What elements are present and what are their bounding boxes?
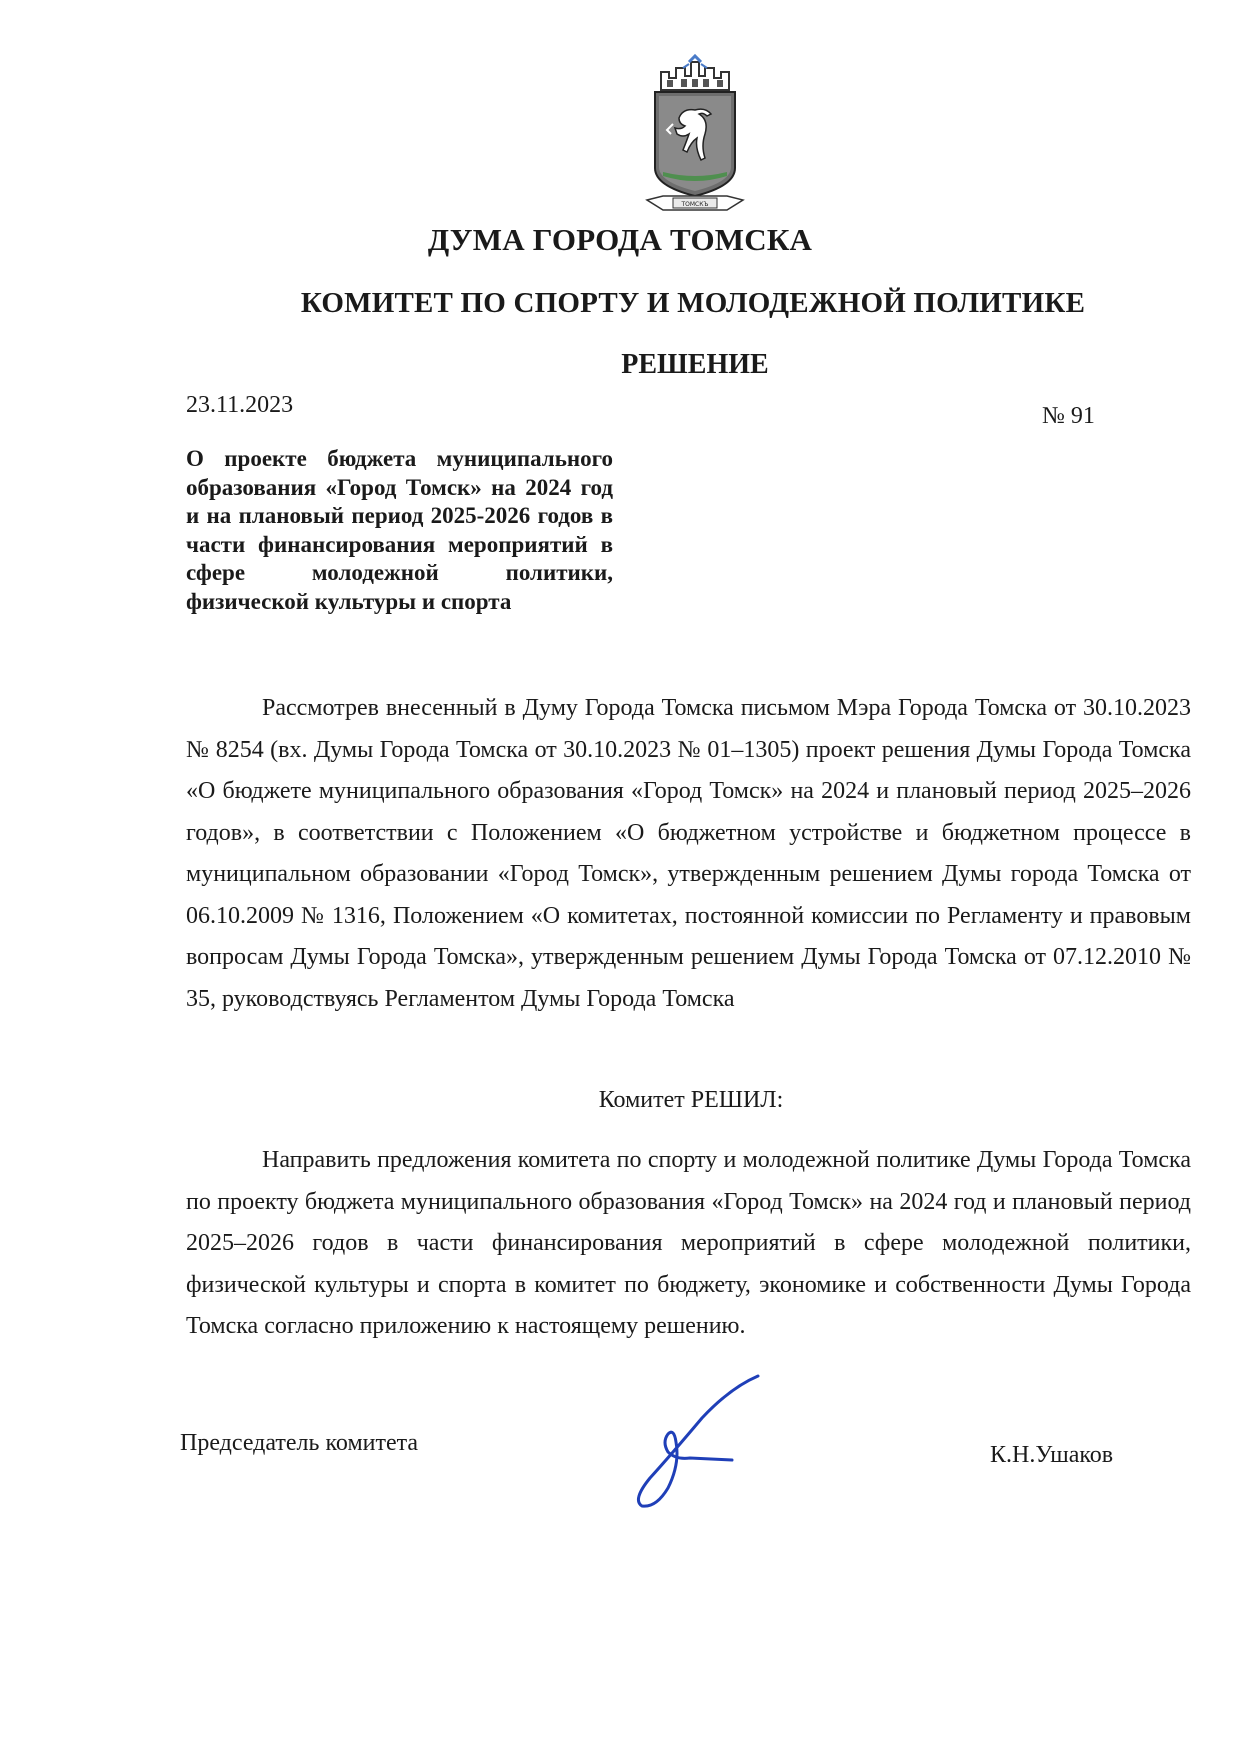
committee-title: КОМИТЕТ ПО СПОРТУ И МОЛОДЕЖНОЙ ПОЛИТИКЕ bbox=[300, 287, 1086, 319]
document-date: 23.11.2023 bbox=[186, 392, 294, 418]
preamble-paragraph: Рассмотрев внесенный в Думу Города Томска письмом Мэра Города Томска от 30.10.2023 № 8254 (вх. Думы Города Томска от 30.10.2023 № 01–1305) проект решения Думы Города Томска «О бюджете муниципального образования «Город Томск» на 2024 и плановый период 2025–2026 годов», в соответствии с Положением «О бюджетном устройстве и бюджетном процессе в муниципальном образовании «Город Томск», утвержденным решением Думы города Томска от 06.10.2009 № 1316, Положением «О комитетах, постоянной комиссии по Регламенту и правовым вопросам Думы Города Томска», утвержденным решением Думы Города Томска от 07.12.2010 № 35, руководствуясь Регламентом Думы Города Томска bbox=[186, 695, 1191, 1012]
handwritten-signature-icon bbox=[610, 1368, 780, 1518]
tomsk-coat-of-arms-icon bbox=[643, 50, 747, 218]
document-type-title: РЕШЕНИЕ bbox=[621, 349, 769, 380]
document-number: № 91 bbox=[1042, 403, 1095, 429]
emblem-ribbon-text: ТОМСКЪ bbox=[681, 201, 709, 208]
decision-paragraph: Направить предложения комитета по спорту и молодежной политике Думы Города Томска по проекту бюджета муниципального образования «Город Томск» на 2024 год и плановый период 2025–2026 годов в части финансирования мероприятий в сфере молодежной политики, физической культуры и спорта в комитет по бюджету, экономике и собственности Думы Города Томска согласно приложению к настоящему решению. bbox=[186, 1147, 1191, 1339]
resolve-heading: Комитет РЕШИЛ: bbox=[598, 1087, 784, 1113]
signatory-name: К.Н.Ушаков bbox=[990, 1442, 1114, 1468]
document-subject: О проекте бюджета муниципального образования «Город Томск» на 2024 год и на плановый период 2025-2026 годов в части финансирования мероприятий в сфере молодежной политики, физической культуры и спорта bbox=[186, 446, 613, 614]
organization-title: ДУМА ГОРОДА ТОМСКА bbox=[427, 222, 813, 257]
signatory-role: Председатель комитета bbox=[180, 1430, 419, 1456]
